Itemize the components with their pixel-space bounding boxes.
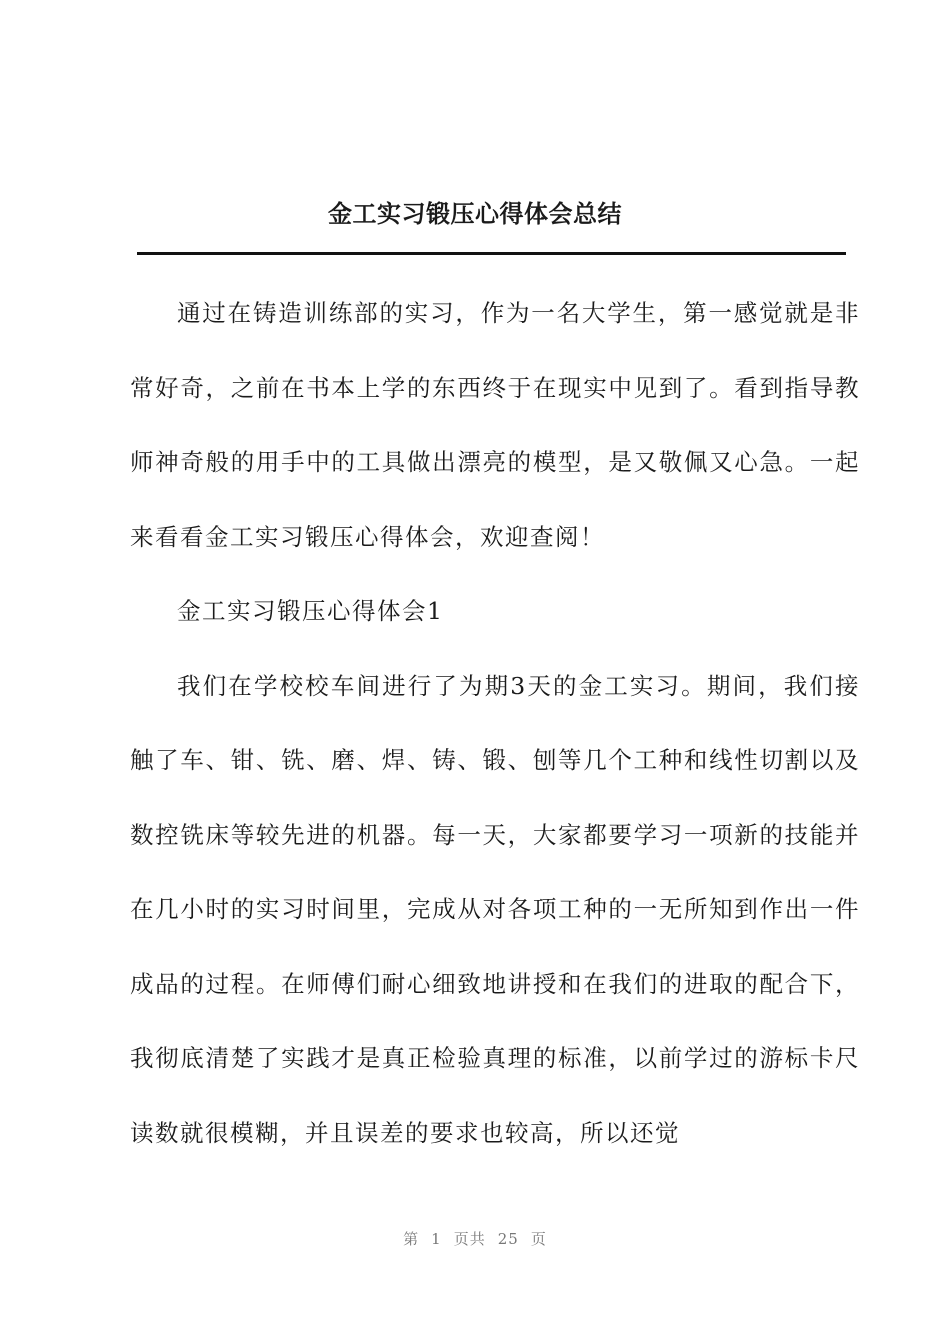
document-body <box>130 276 860 1170</box>
page-total: 25 <box>497 1230 519 1248</box>
footer-mid: 页共 <box>453 1230 486 1248</box>
section-heading: 金工实习锻压心得体会1 <box>177 597 444 625</box>
footer-prefix: 第 <box>403 1230 420 1248</box>
page-number: 1 <box>431 1230 442 1248</box>
title-underline <box>137 252 846 255</box>
intro-paragraph: 通过在铸造训练部的实习，作为一名大学生，第一感觉就是非常好奇，之前在书本上学的东西终于在现实中见到了。看到指导教师神奇般的用手中的工具做出漂亮的模型，是又敬佩又心急。一起来看看金工实习锻压心得体会，欢迎查阅！ <box>130 299 860 551</box>
page-footer <box>0 1228 950 1249</box>
body-paragraph: 我们在学校校车间进行了为期3天的金工实习。期间，我们接触了车、钳、铣、磨、焊、铸、锻、刨等几个工种和线性切割以及数控铣床等较先进的机器。每一天，大家都要学习一项新的技能并在几小时的实习时间里，完成从对各项工种的一无所知到作出一件成品的过程。在师傅们耐心细致地讲授和在我们的进取的配合下，我彻底清楚了实践才是真正检验真理的标准，以前学过的游标卡尺读数就很模糊，并且误差的要求也较高，所以还觉 <box>130 671 860 1147</box>
footer-suffix: 页 <box>530 1230 547 1248</box>
document-title: 金工实习锻压心得体会总结 <box>328 199 622 228</box>
